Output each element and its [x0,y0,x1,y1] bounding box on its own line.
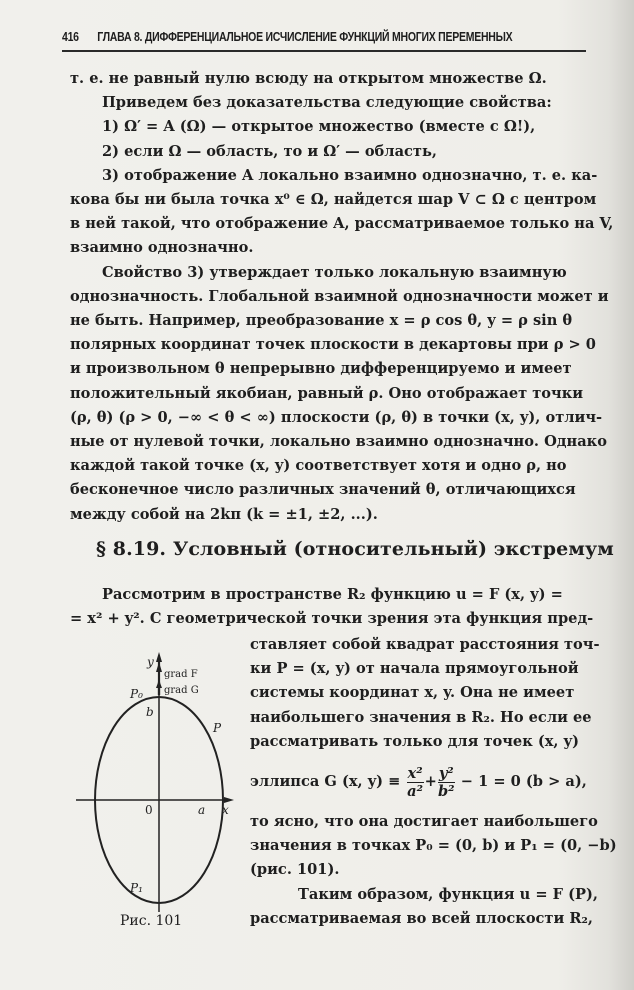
equation-suffix: − 1 = 0 (b > a), [460,773,587,791]
text-line: ные от нулевой точки, локально взаимно однозначно. Однако [70,433,607,451]
text-line: наибольшего значения в R₂. Но если ее [250,708,592,726]
fraction-denominator: b² [437,782,455,800]
text-line: Таким образом, функция u = F (P), [298,885,598,903]
text-line: 3) отображение A локально взаимно однозначно, т. е. ка- [102,166,598,184]
fraction-y [438,765,455,800]
text-line: полярных координат точек плоскости в декартовы при ρ > 0 [70,336,596,354]
chapter-title: ГЛАВА 8. ДИФФЕРЕНЦИАЛЬНОЕ ИСЧИСЛЕНИЕ ФУНКЦИЙ МНОГИХ ПЕРЕМЕННЫХ [97,30,513,44]
text-line: положительный якобиан, равный ρ. Оно отображает точки [70,384,584,402]
grad-f-label: grad F [164,669,198,680]
a-label: a [198,803,206,817]
equation-prefix: эллипса G (x, y) ≡ [250,773,401,791]
figure-caption: Рис. 101 [120,913,183,929]
text-line: в ней такой, что отображение A, рассматриваемое только на V, [70,215,614,233]
text-line: рассматриваемая во всей плоскости R₂, [250,909,593,927]
fraction-x [407,765,424,800]
text-line: 1) Ω′ = A (Ω) — открытое множество (вместе с Ω!), [102,118,536,136]
text-line: = x² + y². С геометрической точки зрения эта функция пред- [70,610,594,628]
text-line: ки P = (x, y) от начала прямоугольной [250,660,579,678]
page-number: 416 [62,30,79,44]
x-label: x [222,803,229,817]
text-line: взаимно однозначно. [70,239,254,257]
text-line: т. е. не равный нулю всюду на открытом множестве Ω. [70,70,547,87]
text-line: Свойство 3) утверждает только локальную взаимную [102,263,567,281]
text-line: кова бы ни была точка x⁰ ∈ Ω, найдется шар V ⊂ Ω с центром [70,191,597,209]
b-label: b [146,705,154,719]
fraction-numerator: y² [438,764,454,782]
text-line: 2) если Ω — область, то и Ω′ — область, [102,142,437,160]
text-line: рассматривать только для точек (x, y) [250,732,579,750]
text-line: бесконечное число различных значений θ, отличающихся [70,481,576,499]
fraction-numerator: x² [407,764,423,782]
text-line: каждой такой точке (x, y) соответствует хотя и одно ρ, но [70,457,567,475]
text-line: (ρ, θ) (ρ > 0, −∞ < θ < ∞) плоскости (ρ, θ) в точки (x, y), отлич- [70,408,603,426]
text-line: ставляет собой квадрат расстояния точ- [250,636,600,653]
text-line: системы координат x, y. Она не имеет [250,684,575,702]
p1-label: P₁ [130,881,143,895]
text-line: и произвольном θ непрерывно дифференцируемо и имеет [70,360,572,378]
text-line: Приведем без доказательства следующие свойства: [102,94,552,112]
y-axis-arrow [156,652,162,662]
text-line: Рассмотрим в пространстве R₂ функцию u = F (x, y) = [102,586,563,603]
ellipse-equation [250,754,600,810]
section-intro [70,583,600,631]
grad-f-arrowhead [156,662,162,672]
fraction-denominator: a² [407,782,423,800]
grad-g-label: grad G [164,685,199,696]
text-line: (рис. 101). [250,861,340,879]
right-column-text [250,633,617,931]
equation-plus: + [424,773,437,791]
body-text [70,67,614,527]
text-line: однозначность. Глобальной взаимной однозначности может и [70,287,609,305]
p-label: P [213,721,222,735]
header-rule [62,50,586,52]
y-label: y [147,655,154,669]
text-line: не быть. Например, преобразование x = ρ cos θ, y = ρ sin θ [70,312,573,330]
running-header [62,30,513,44]
grad-g-arrowhead [156,680,162,688]
p0-label: P₀ [130,687,143,701]
text-line: значения в точках P₀ = (0, b) и P₁ = (0, −b) [250,837,617,855]
text-line: то ясно, что она достигает наибольшего [250,813,598,831]
ellipse-figure [70,650,245,920]
text-line: между собой на 2kπ (k = ±1, ±2, ...). [70,505,378,523]
origin-label: 0 [145,803,153,817]
section-heading: § 8.19. Условный (относительный) экстремум [96,538,614,560]
